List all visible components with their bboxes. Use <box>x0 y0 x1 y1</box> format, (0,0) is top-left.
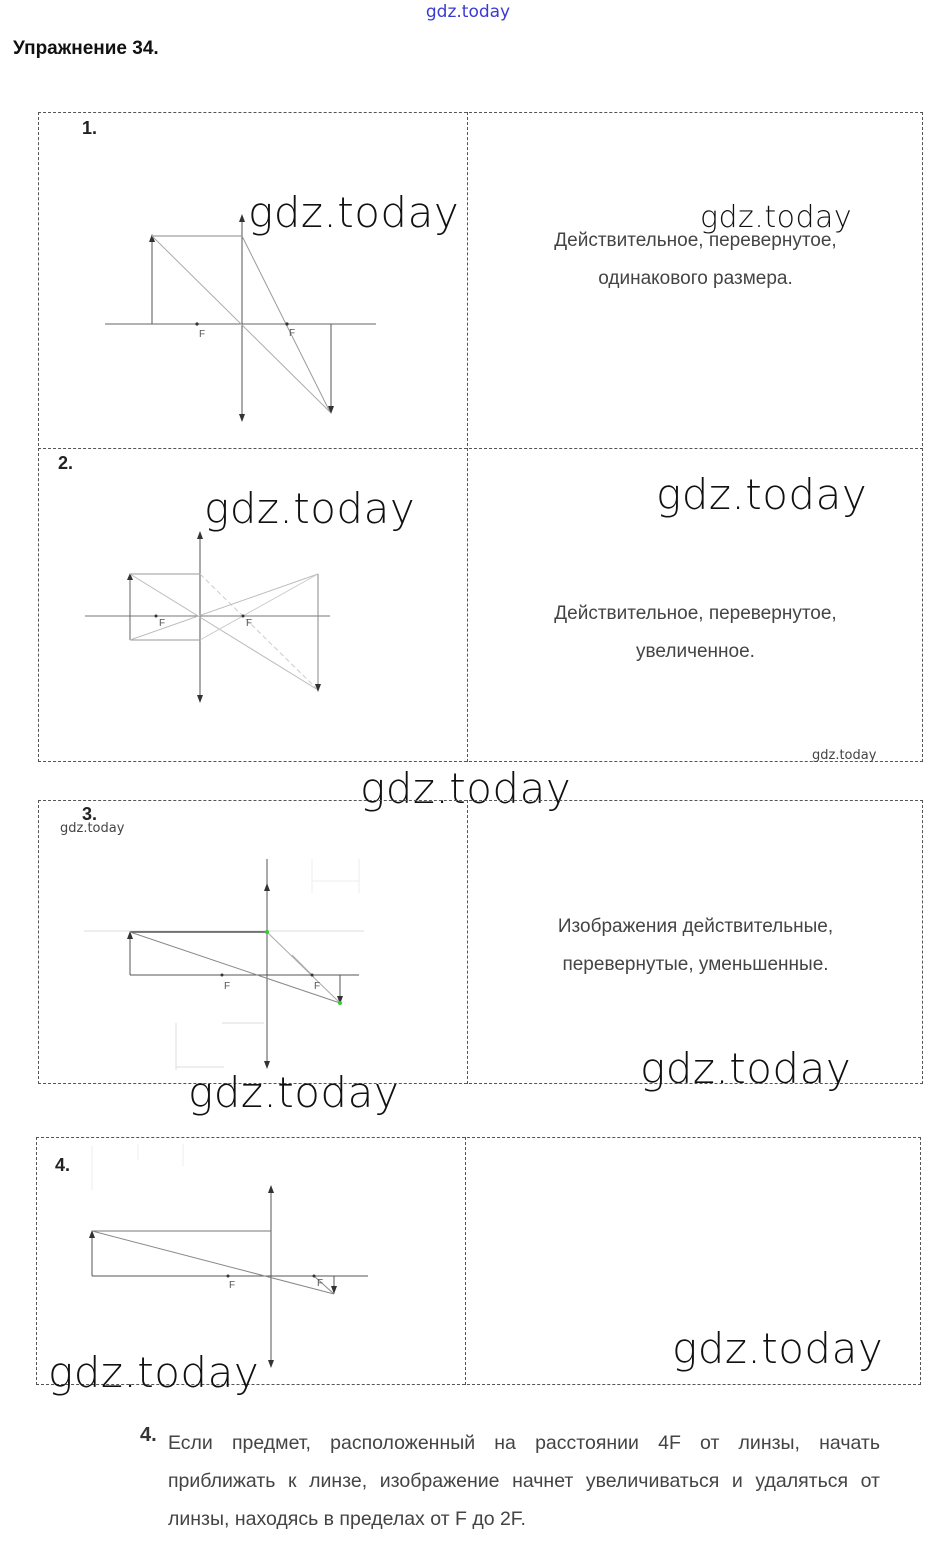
answer-line: Изображения действительные, <box>557 916 834 937</box>
watermark-small: gdz.today <box>60 821 125 836</box>
answer-line: увеличенное. <box>636 641 755 662</box>
row-number: 4. <box>55 1155 71 1175</box>
watermark: gdz.today <box>204 484 416 533</box>
lens-diagram-1 <box>100 210 390 430</box>
answer-line: Действительное, перевернутое, <box>554 230 837 251</box>
lens-diagram-4 <box>86 1140 376 1380</box>
answer-text-3 <box>468 908 923 984</box>
row-number: 3. <box>82 804 98 824</box>
focus-label: F <box>289 328 296 339</box>
watermark: gdz.today <box>700 200 853 235</box>
watermark: gdz.today <box>188 1068 400 1117</box>
watermark-small: gdz.today <box>812 748 877 763</box>
focus-label: F <box>229 1280 236 1291</box>
top-watermark: gdz.today <box>425 2 511 22</box>
answer-line: перевернутые, уменьшенные. <box>562 954 829 975</box>
watermark: gdz.today <box>656 470 868 519</box>
footer-number: 4. <box>140 1424 157 1446</box>
focus-label: F <box>224 981 231 992</box>
watermark: gdz.today <box>360 764 572 813</box>
lens-diagram-2 <box>80 528 340 708</box>
focus-label: F <box>317 1278 324 1289</box>
footer-paragraph: Если предмет, расположенный на расстоянии 4F от линзы, начать приближать к линзе, изображение начнет увеличиваться и удаляться от линзы, находясь в пределах от F до 2F. <box>168 1432 880 1530</box>
answer-line: Действительное, перевернутое, <box>554 603 837 624</box>
table-a-row-divider <box>38 448 923 449</box>
focus-label: F <box>199 329 206 340</box>
answer-text-2 <box>468 595 923 671</box>
row-number: 2. <box>58 453 74 473</box>
focus-label: F <box>159 618 166 629</box>
watermark: gdz.today <box>48 1348 260 1397</box>
watermark: gdz.today <box>672 1324 884 1373</box>
watermark: gdz.today <box>640 1044 852 1093</box>
answer-line: одинакового размера. <box>598 268 793 289</box>
answer-text-1 <box>468 222 923 298</box>
focus-label: F <box>314 981 321 992</box>
lens-diagram-3 <box>84 855 374 1075</box>
watermark: gdz.today <box>248 188 460 237</box>
focus-label: F <box>246 618 253 629</box>
row-number: 1. <box>82 118 98 138</box>
page-title: Упражнение 34. <box>13 38 159 59</box>
table-c-divider <box>465 1137 466 1385</box>
